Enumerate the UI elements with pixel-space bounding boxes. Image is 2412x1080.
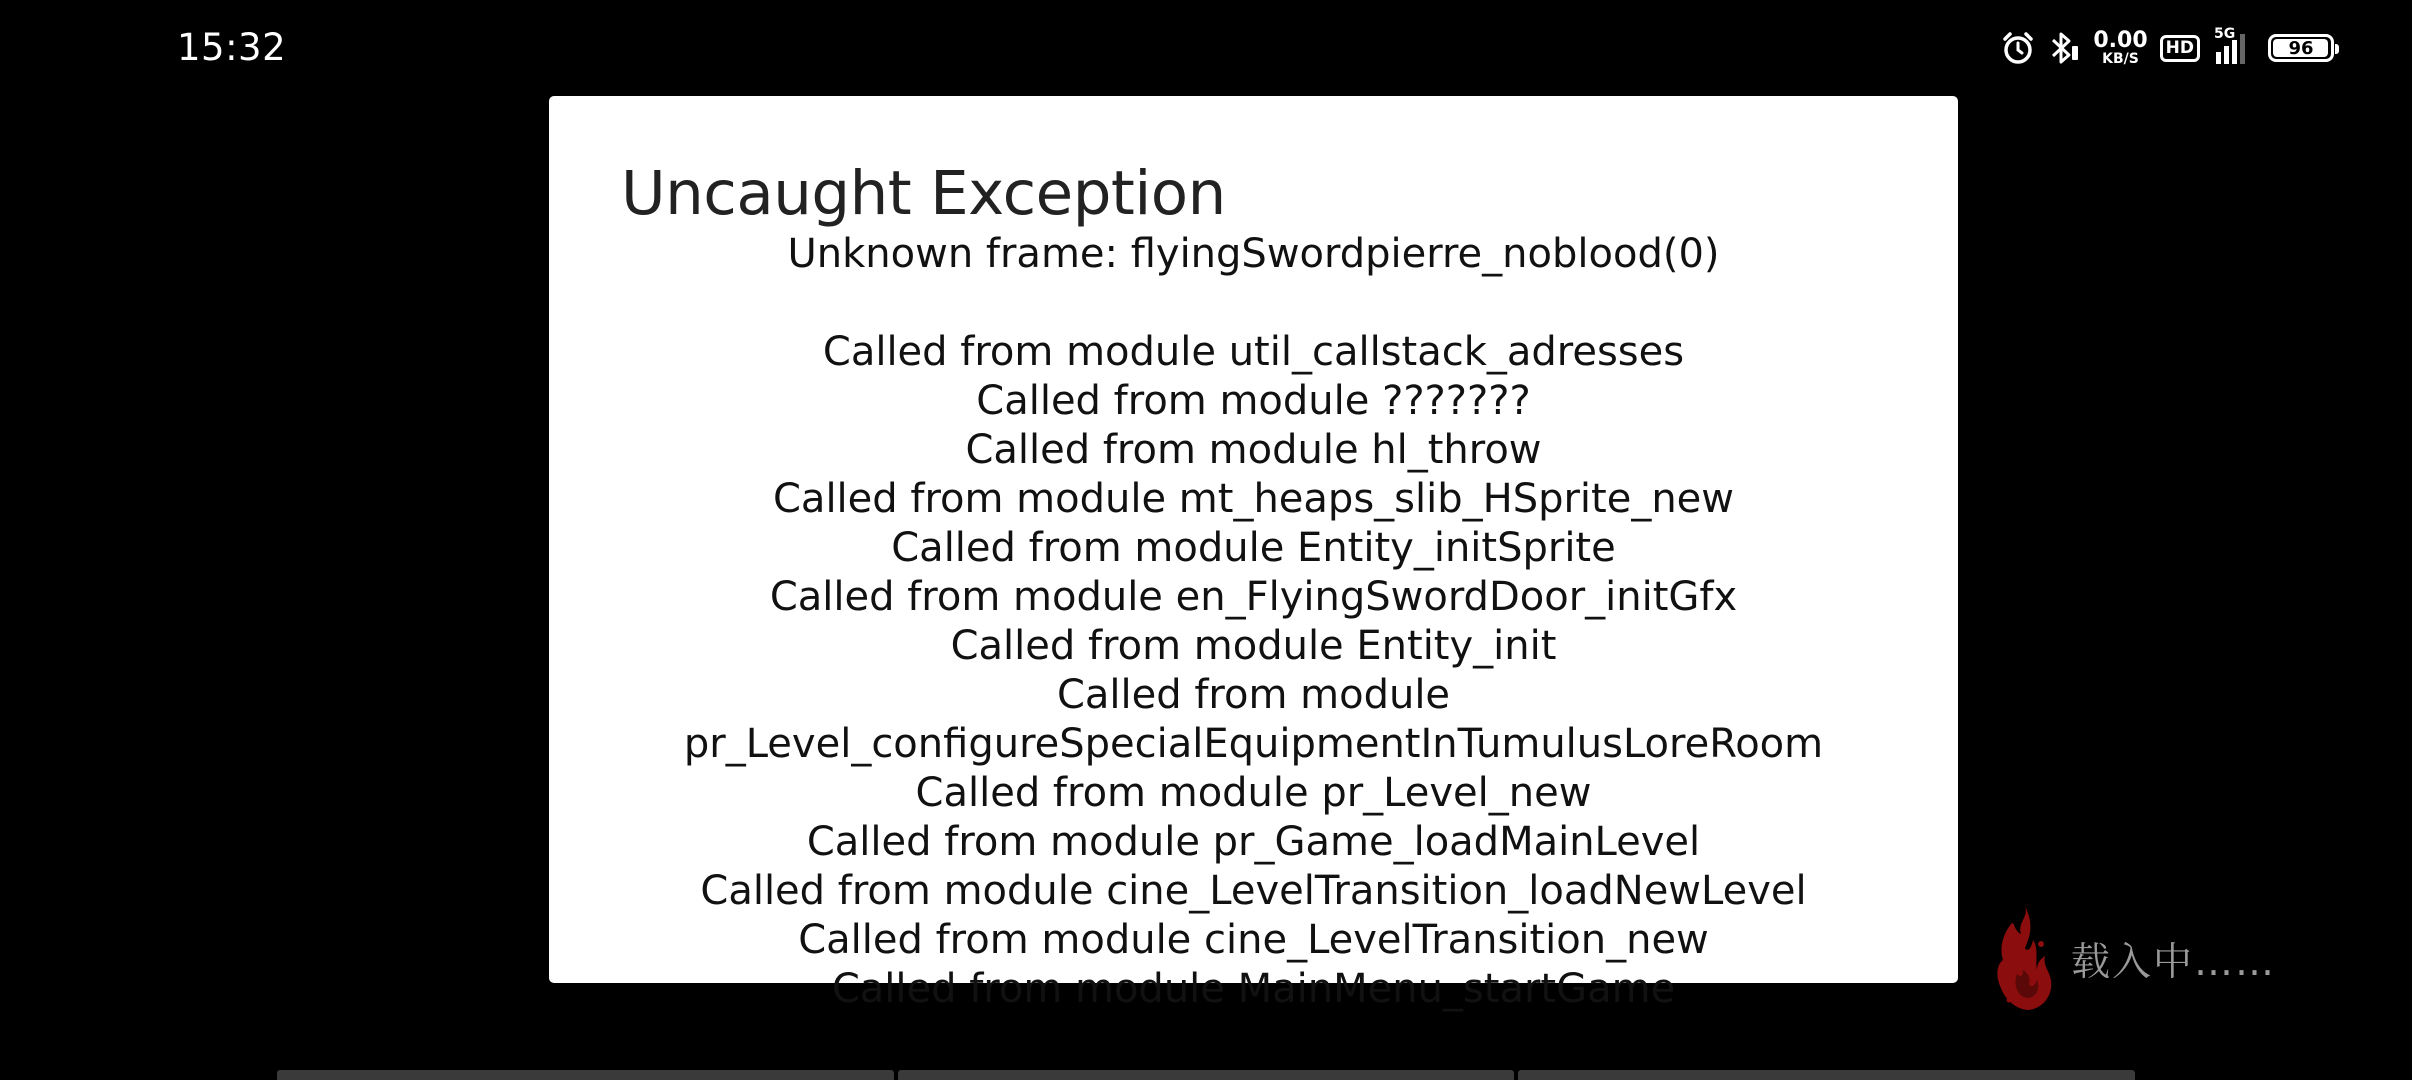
battery-icon xyxy=(2268,34,2334,62)
flame-icon xyxy=(1995,904,2057,1014)
battery-level: 96 xyxy=(2288,37,2314,59)
stack-line: Called from module cine_LevelTransition_loadNewLevel xyxy=(700,868,1807,914)
stack-line: Called from module xyxy=(1056,672,1451,718)
network-speed-value: 0.00 xyxy=(2093,28,2148,53)
stack-line: Called from module ??????? xyxy=(976,378,1531,424)
stack-line: Called from module pr_Game_loadMainLevel xyxy=(806,819,1701,865)
alarm-icon xyxy=(2001,31,2035,65)
loading-text: 载入中…… xyxy=(2071,940,2277,985)
stack-line: Called from module hl_throw xyxy=(965,427,1542,473)
network-type-label: 5G xyxy=(2214,26,2236,42)
stack-line: Called from module Entity_init xyxy=(950,623,1557,669)
exception-dialog[interactable] xyxy=(549,96,1958,1012)
network-speed xyxy=(2093,30,2147,66)
network-speed-unit: KB/S xyxy=(2102,51,2139,67)
nav-segment[interactable] xyxy=(898,1070,1515,1080)
stack-line: Called from module util_callstack_adresses xyxy=(822,329,1685,375)
stack-line: Called from module mt_heaps_slib_HSprite_new xyxy=(773,476,1734,522)
nav-segment[interactable] xyxy=(1518,1070,2135,1080)
spacer xyxy=(549,279,1958,328)
dialog-body xyxy=(549,230,1958,1014)
cellular-signal xyxy=(2212,26,2256,66)
status-time: 15:32 xyxy=(177,26,287,69)
bottom-nav-bar xyxy=(277,1070,2135,1080)
error-message: Unknown frame: flyingSwordpierre_noblood(0) xyxy=(787,231,1720,277)
bluetooth-icon xyxy=(2047,30,2081,66)
hd-badge: HD xyxy=(2160,35,2200,62)
stack-line: pr_Level_configureSpecialEquipmentInTumulusLoreRoom xyxy=(683,721,1824,767)
stack-line: Called from module Entity_initSprite xyxy=(891,525,1616,571)
loading-indicator xyxy=(1995,904,2276,1014)
stack-line: Called from module pr_Level_new xyxy=(915,770,1592,816)
stack-line: Called from module MainMenu_startGame xyxy=(831,966,1676,1012)
dialog-title: Uncaught Exception xyxy=(621,158,1226,229)
status-icons xyxy=(2001,24,2334,72)
stack-line: Called from module en_FlyingSwordDoor_initGfx xyxy=(769,574,1738,620)
nav-segment[interactable] xyxy=(277,1070,894,1080)
stack-trace xyxy=(549,328,1958,1014)
stack-line: Called from module cine_LevelTransition_new xyxy=(798,917,1709,963)
